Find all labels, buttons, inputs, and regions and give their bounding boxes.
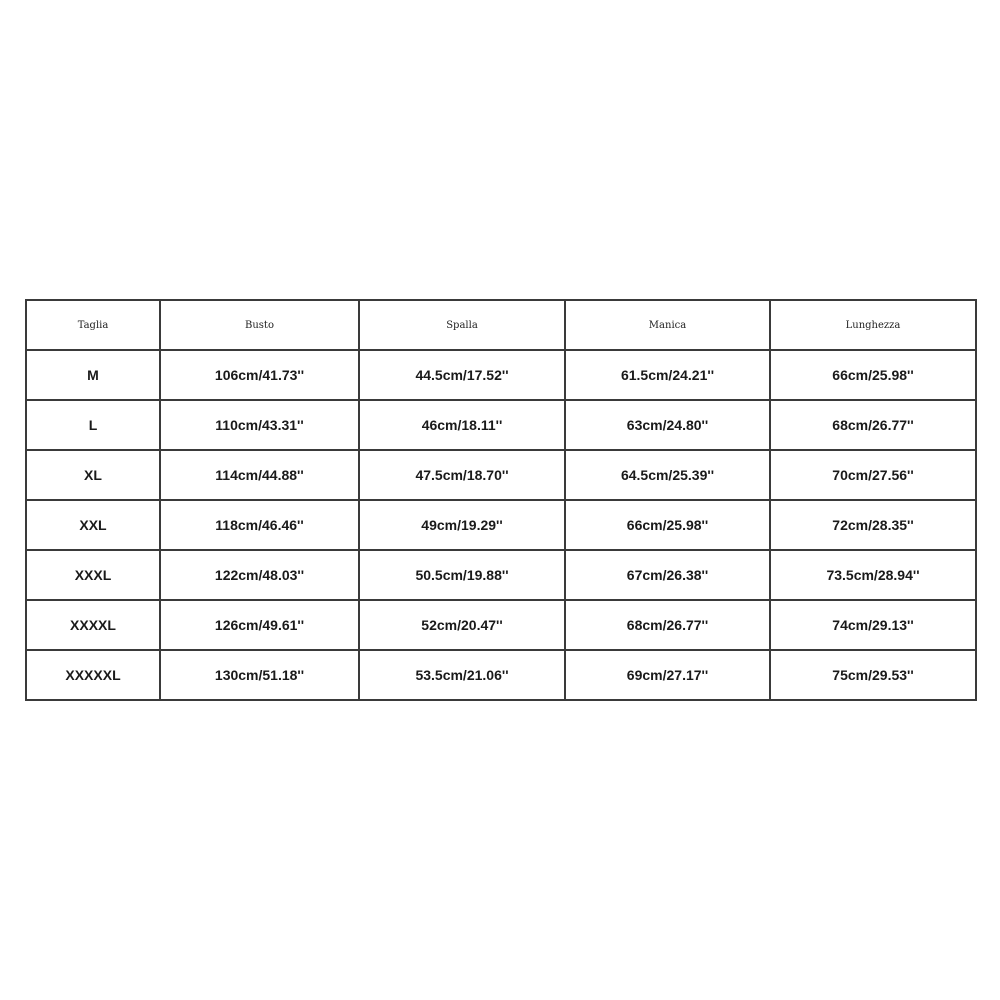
- size-cell: XXL: [26, 500, 160, 550]
- bust-cell: 122cm/48.03'': [160, 550, 359, 600]
- header-bust: Busto: [160, 300, 359, 350]
- size-cell: M: [26, 350, 160, 400]
- length-cell: 74cm/29.13'': [770, 600, 976, 650]
- header-sleeve: Manica: [565, 300, 770, 350]
- sleeve-cell: 61.5cm/24.21'': [565, 350, 770, 400]
- size-cell: XXXXL: [26, 600, 160, 650]
- shoulder-cell: 52cm/20.47'': [359, 600, 565, 650]
- shoulder-cell: 44.5cm/17.52'': [359, 350, 565, 400]
- shoulder-cell: 47.5cm/18.70'': [359, 450, 565, 500]
- sleeve-cell: 67cm/26.38'': [565, 550, 770, 600]
- table-row: [26, 350, 976, 400]
- table-row: [26, 450, 976, 500]
- length-cell: 72cm/28.35'': [770, 500, 976, 550]
- sleeve-cell: 68cm/26.77'': [565, 600, 770, 650]
- length-cell: 73.5cm/28.94'': [770, 550, 976, 600]
- length-cell: 70cm/27.56'': [770, 450, 976, 500]
- header-shoulder: Spalla: [359, 300, 565, 350]
- shoulder-cell: 46cm/18.11'': [359, 400, 565, 450]
- size-cell: XL: [26, 450, 160, 500]
- length-cell: 75cm/29.53'': [770, 650, 976, 700]
- table-row: [26, 550, 976, 600]
- shoulder-cell: 49cm/19.29'': [359, 500, 565, 550]
- sleeve-cell: 69cm/27.17'': [565, 650, 770, 700]
- size-cell: XXXL: [26, 550, 160, 600]
- header-size: Taglia: [26, 300, 160, 350]
- table-row: [26, 600, 976, 650]
- table-row: [26, 650, 976, 700]
- shoulder-cell: 53.5cm/21.06'': [359, 650, 565, 700]
- sleeve-cell: 64.5cm/25.39'': [565, 450, 770, 500]
- bust-cell: 130cm/51.18'': [160, 650, 359, 700]
- header-row: [26, 300, 976, 350]
- length-cell: 68cm/26.77'': [770, 400, 976, 450]
- bust-cell: 126cm/49.61'': [160, 600, 359, 650]
- bust-cell: 106cm/41.73'': [160, 350, 359, 400]
- bust-cell: 114cm/44.88'': [160, 450, 359, 500]
- table-row: [26, 500, 976, 550]
- sleeve-cell: 66cm/25.98'': [565, 500, 770, 550]
- length-cell: 66cm/25.98'': [770, 350, 976, 400]
- size-cell: XXXXXL: [26, 650, 160, 700]
- size-cell: L: [26, 400, 160, 450]
- sleeve-cell: 63cm/24.80'': [565, 400, 770, 450]
- bust-cell: 110cm/43.31'': [160, 400, 359, 450]
- table-row: [26, 400, 976, 450]
- bust-cell: 118cm/46.46'': [160, 500, 359, 550]
- size-chart-table: [25, 299, 977, 701]
- shoulder-cell: 50.5cm/19.88'': [359, 550, 565, 600]
- header-length: Lunghezza: [770, 300, 976, 350]
